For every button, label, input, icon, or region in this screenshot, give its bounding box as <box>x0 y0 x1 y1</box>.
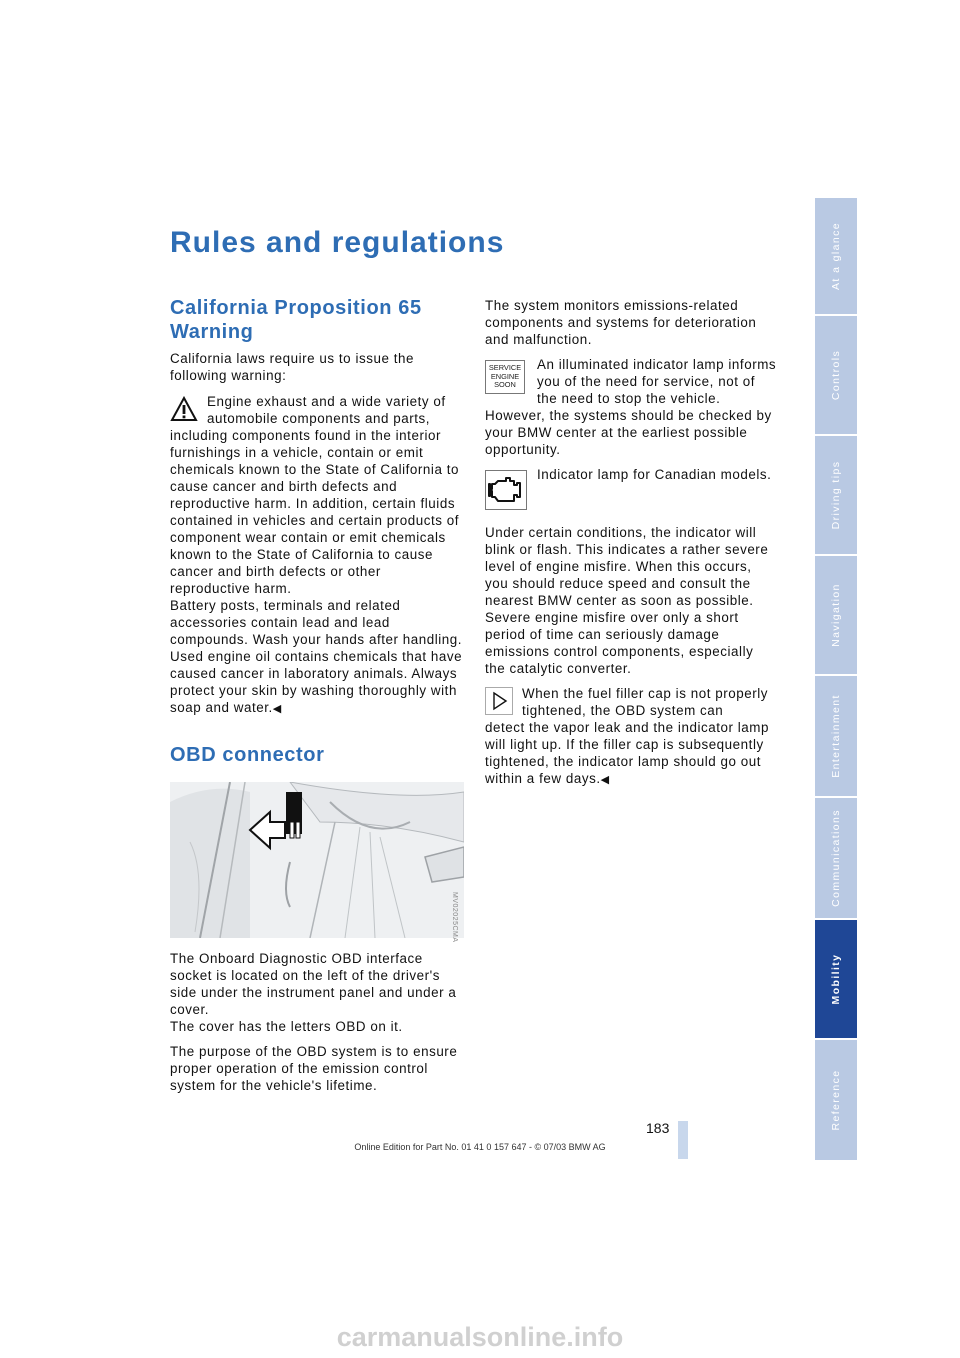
prop65-intro: California laws require us to issue the following warning: <box>170 351 414 383</box>
check-engine-icon-frame <box>485 470 527 510</box>
tab-reference[interactable]: Reference <box>815 1040 857 1160</box>
obd-location-illustration <box>170 782 464 938</box>
section-heading-prop65: California Proposition 65 Warning <box>170 297 422 343</box>
service-engine-soon-icon: SERVICE ENGINE SOON <box>485 360 525 394</box>
oil-warning: Used engine oil contains chemicals that have caused cancer in laboratory animals. Always protect your skin by washing thoroughly with soap and water.◀ <box>170 649 463 715</box>
filler-lead: When the fuel filler cap is not properly tightened, the OBD system can <box>522 686 769 718</box>
watermark: carmanualsonline.info <box>336 1322 624 1352</box>
section-heading-obd: OBD connector <box>170 744 325 766</box>
tab-communications[interactable]: Communications <box>815 798 857 918</box>
warning-triangle-icon <box>170 396 198 422</box>
page-number-bar <box>678 1121 688 1159</box>
warning-lead: Engine exhaust and a wide variety of automobile components and parts, <box>207 394 446 426</box>
tab-mobility[interactable]: Mobility <box>815 920 857 1038</box>
filler-rest: detect the vapor leak and the indicator lamp will light up. If the filler cap is subsequently tightened, the indicator lamp should go out within a few days.◀ <box>485 720 769 786</box>
warning-block <box>170 393 465 718</box>
obd-paragraph-2: The cover has the letters OBD on it. <box>170 1019 403 1034</box>
page-title: Rules and regulations <box>170 226 505 259</box>
right-column-text <box>485 297 777 789</box>
end-mark-icon: ◀ <box>600 774 610 786</box>
monitor-paragraph: The system monitors emissions-related components and systems for deterioration and malfunction. <box>485 298 757 347</box>
warning-rest: including components found in the interior furnishings in a vehicle, contain or emit chemicals known to the State of California to cause cancer and birth defects and reproductive harm. In addition, certain fluids contained in vehicles and certain products of component wear contain or emit chemicals known to the State of California to cause cancer and birth defects or other reproductive harm. <box>170 428 460 596</box>
canadian-lamp-block <box>485 466 777 512</box>
note-arrow-icon <box>485 687 513 715</box>
obd-text <box>170 950 465 1094</box>
filler-cap-block <box>485 685 777 789</box>
prop65-text <box>170 350 465 718</box>
image-code: MV02025CMA <box>451 892 458 943</box>
tab-entertainment[interactable]: Entertainment <box>815 676 857 796</box>
lamp-lead: An illuminated indicator lamp informs you of the need for service, not of the need to stop the vehicle. <box>537 357 777 406</box>
obd-paragraph-3: The purpose of the OBD system is to ensure proper operation of the emission control system for the vehicle's lifetime. <box>170 1044 458 1093</box>
online-edition-note: Online Edition for Part No. 01 41 0 157 647 - © 07/03 BMW AG <box>354 1142 606 1152</box>
end-mark-icon: ◀ <box>272 703 282 715</box>
misfire-paragraph: Under certain conditions, the indicator will blink or flash. This indicates a rather severe level of engine misfire. When this occurs, you should reduce speed and consult the nearest BMW center as soon as possible. Severe engine misfire over only a short period of time can seriously damage emissions control components, especially the catalytic converter. <box>485 525 769 676</box>
tab-at-a-glance[interactable]: At a glance <box>815 198 857 314</box>
battery-warning: Battery posts, terminals and related accessories contain lead and lead compounds. Wash your hands after handling. <box>170 598 463 647</box>
canadian-text: Indicator lamp for Canadian models. <box>537 467 772 482</box>
engine-icon <box>486 471 526 509</box>
service-lamp-block <box>485 356 777 458</box>
tab-navigation[interactable]: Navigation <box>815 556 857 674</box>
lamp-rest: However, the systems should be checked by your BMW center at the earliest possible opportunity. <box>485 408 772 457</box>
obd-paragraph-1: The Onboard Diagnostic OBD interface socket is located on the left of the driver's side under the instrument panel and under a cover. <box>170 951 457 1017</box>
tab-controls[interactable]: Controls <box>815 316 857 434</box>
tab-driving-tips[interactable]: Driving tips <box>815 436 857 554</box>
page-number: 183 <box>646 1120 670 1136</box>
